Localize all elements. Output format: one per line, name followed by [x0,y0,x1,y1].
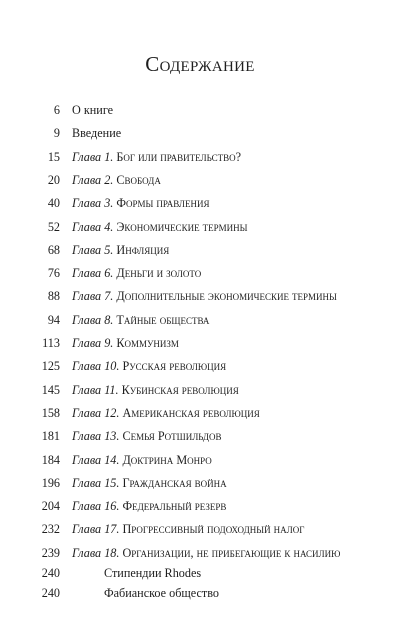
toc-entry-title [72,333,179,353]
page-title: Содержание [145,52,255,76]
toc-entry[interactable] [0,356,400,376]
toc-entry-title [72,496,226,516]
toc-entry[interactable] [0,333,400,353]
chapter-label: Глава 2. [72,173,114,187]
chapter-title: О книге [72,103,114,117]
toc-page-number: 184 [41,453,60,467]
chapter-title: Семья Ротшильдов [122,429,222,443]
toc-page-number: 76 [47,266,60,280]
chapter-title: Экономические термины [116,220,248,234]
toc-entry-title [72,100,113,120]
toc-entry[interactable] [0,147,400,167]
toc-page-number: 52 [47,220,60,234]
toc-page-number: 240 [41,586,60,600]
chapter-label: Глава 15. [72,476,120,490]
toc-page-number: 240 [41,566,60,580]
toc-entry-title [104,563,201,583]
chapter-title: Кубинская революция [121,383,239,397]
toc-entry[interactable] [0,170,400,190]
toc-entry[interactable] [0,193,400,213]
toc-entry-title [72,310,209,330]
toc-entry[interactable] [0,473,400,493]
toc-entry[interactable] [0,543,400,563]
toc-page-number: 68 [47,243,60,257]
toc-page-number: 158 [41,406,60,420]
toc-page-number: 113 [42,336,60,350]
toc-entry[interactable] [0,426,400,446]
chapter-title: Свобода [116,173,161,187]
toc-entry-title [72,123,121,143]
toc-page-number: 232 [41,522,60,536]
toc-entry[interactable] [0,496,400,516]
chapter-label: Глава 7. [72,289,114,303]
chapter-label: Глава 1. [72,150,114,164]
toc-page-number: 20 [47,173,60,187]
chapter-title: Организации, не прибегающие к насилию [122,546,341,560]
toc-entry-title [72,519,304,539]
toc-entry[interactable] [0,100,400,120]
toc-entry-title [72,356,226,376]
toc-entry-title [72,473,227,493]
chapter-title: Тайные общества [116,313,210,327]
toc-entry-title [72,403,260,423]
chapter-title: Русская революция [122,359,227,373]
toc-entry[interactable] [0,403,400,423]
toc-page-number: 239 [41,546,60,560]
chapter-label: Глава 9. [72,336,114,350]
chapter-label: Глава 16. [72,499,120,513]
chapter-title: Деньги и золото [116,266,202,280]
chapter-title: Прогрессивный подоходный налог [122,522,305,536]
chapter-label: Глава 12. [72,406,120,420]
chapter-label: Глава 3. [72,196,114,210]
toc-entry[interactable] [0,583,400,603]
toc-entry[interactable] [0,217,400,237]
chapter-label: Глава 5. [72,243,114,257]
toc-entry[interactable] [0,450,400,470]
toc-page-number: 88 [47,289,60,303]
toc-entry-title [72,217,247,237]
toc-page-number: 94 [47,313,60,327]
toc-entry-title [72,240,169,260]
toc-entry[interactable] [0,123,400,143]
toc-entry-title [72,193,210,213]
chapter-title: Коммунизм [116,336,179,350]
toc-page-number: 6 [53,103,60,117]
chapter-title: Федеральный резерв [122,499,227,513]
toc-page-number: 181 [41,429,60,443]
toc-page-number: 9 [53,126,60,140]
toc-page-number: 125 [41,359,60,373]
toc-page-number: 145 [41,383,60,397]
toc-entry-title [72,263,201,283]
chapter-title: Введение [72,126,122,140]
chapter-title: Доктрина Монро [122,453,212,467]
chapter-label: Глава 14. [72,453,120,467]
toc-entry[interactable] [0,380,400,400]
toc-entry-title [72,170,161,190]
toc-entry[interactable] [0,240,400,260]
toc-entry[interactable] [0,519,400,539]
toc-entry[interactable] [0,286,400,306]
chapter-label: Глава 4. [72,220,114,234]
chapter-title: Стипендии Rhodes [104,566,202,580]
toc-entry-title [72,426,221,446]
chapter-label: Глава 6. [72,266,114,280]
chapter-label: Глава 11. [72,383,119,397]
toc-entry-title [72,286,337,306]
toc-entry-title [72,450,212,470]
toc-page-number: 204 [41,499,60,513]
chapter-label: Глава 10. [72,359,120,373]
chapter-label: Глава 13. [72,429,120,443]
toc-entry-title [72,147,241,167]
chapter-label: Глава 17. [72,522,120,536]
chapter-title: Американская революция [122,406,260,420]
chapter-title: Формы правления [116,196,210,210]
chapter-label: Глава 18. [72,546,120,560]
toc-page-number: 40 [47,196,60,210]
chapter-title: Гражданская война [122,476,227,490]
toc-entry[interactable] [0,263,400,283]
chapter-title: Бог или правительство? [116,150,241,164]
chapter-title: Фабианское общество [104,586,219,600]
toc-entry[interactable] [0,310,400,330]
toc-entry-title [72,543,340,563]
toc-entry-title [104,583,219,603]
toc-page-number: 15 [47,150,60,164]
chapter-label: Глава 8. [72,313,114,327]
chapter-title: Дополнительные экономические термины [116,289,337,303]
chapter-title: Инфляция [116,243,170,257]
toc-entry[interactable] [0,563,400,583]
toc-page-number: 196 [41,476,60,490]
toc-entry-title [72,380,239,400]
